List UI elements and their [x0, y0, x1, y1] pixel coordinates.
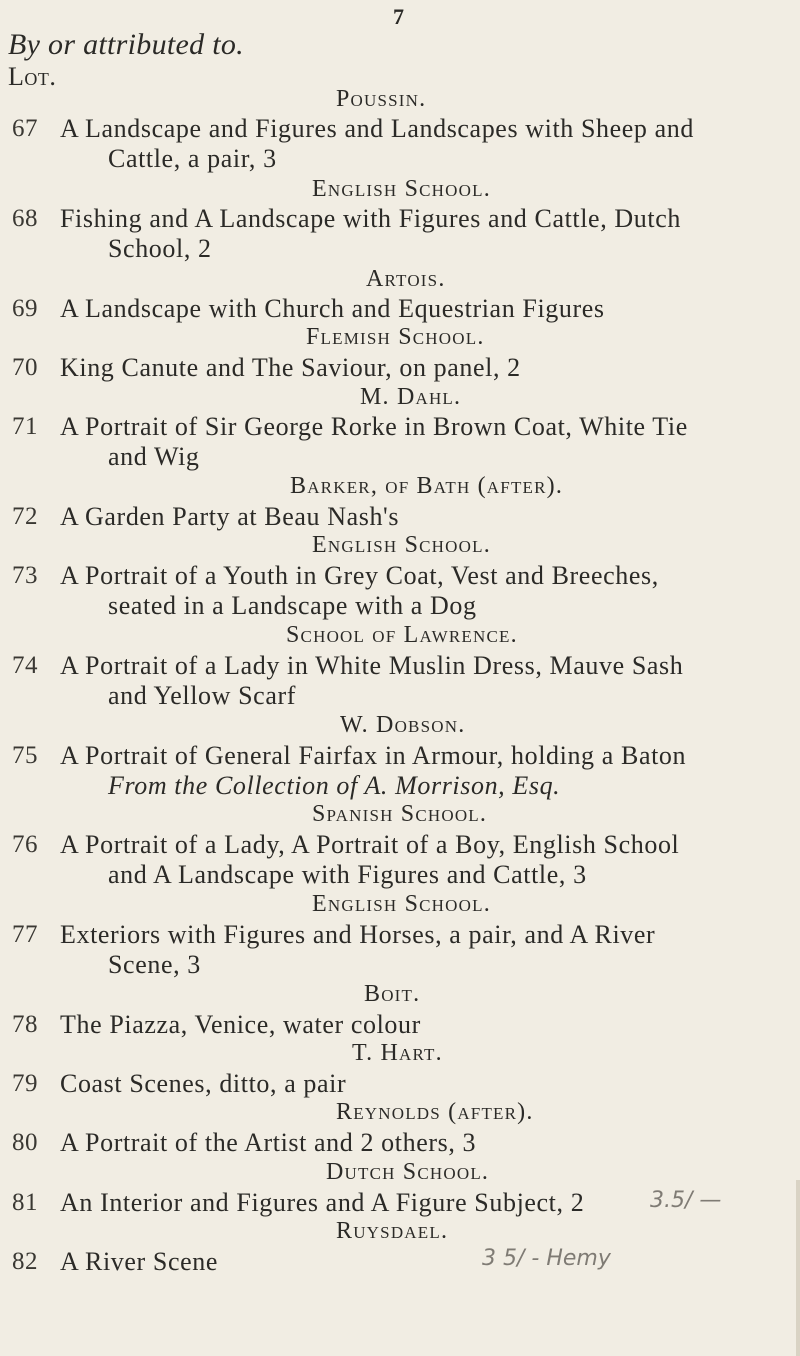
artist-heading: Artois.	[366, 266, 446, 292]
lot-number: 76	[12, 831, 38, 858]
artist-heading: English School.	[312, 891, 491, 917]
lot-description-continued: School, 2	[108, 234, 212, 263]
lot-description: A Landscape and Figures and Landscapes with Sheep and	[60, 114, 694, 143]
lot-number: 80	[12, 1129, 38, 1156]
lot-description: A Portrait of a Youth in Grey Coat, Vest and Breeches,	[60, 561, 659, 590]
artist-heading: Boit.	[364, 981, 421, 1007]
lot-description: An Interior and Figures and A Figure Subject, 2	[60, 1188, 585, 1217]
artist-heading: M. Dahl.	[360, 384, 462, 410]
page-number: 7	[393, 4, 404, 29]
lot-description: Exteriors with Figures and Horses, a pair, and A River	[60, 920, 656, 949]
lot-number: 67	[12, 115, 38, 142]
lot-description: A Portrait of a Lady, A Portrait of a Boy, English School	[60, 830, 680, 859]
lot-description: A Landscape with Church and Equestrian Figures	[60, 294, 605, 323]
lot-number: 79	[12, 1070, 38, 1097]
artist-heading: English School.	[312, 532, 491, 558]
artist-heading: School of Lawrence.	[286, 622, 518, 648]
lot-description: Coast Scenes, ditto, a pair	[60, 1069, 347, 1098]
lot-number: 81	[12, 1189, 38, 1216]
lot-number: 71	[12, 413, 38, 440]
artist-heading: Dutch School.	[326, 1159, 490, 1185]
artist-heading: T. Hart.	[352, 1040, 443, 1066]
lot-number: 75	[12, 742, 38, 769]
lot-column-label: Lot.	[8, 62, 57, 91]
lot-number: 73	[12, 562, 38, 589]
lot-description-continued: seated in a Landscape with a Dog	[108, 591, 477, 620]
artist-heading: Reynolds (after).	[336, 1099, 534, 1125]
artist-heading: English School.	[312, 176, 491, 202]
lot-number: 70	[12, 354, 38, 381]
lot-description: A Garden Party at Beau Nash's	[60, 502, 400, 531]
lot-description: A Portrait of the Artist and 2 others, 3	[60, 1128, 477, 1157]
lot-description-continued: Cattle, a pair, 3	[108, 144, 277, 173]
artist-heading: Poussin.	[336, 86, 427, 112]
page-edge-shadow	[796, 1180, 800, 1356]
artist-heading: W. Dobson.	[340, 712, 466, 738]
artist-heading: Spanish School.	[312, 801, 488, 827]
page-heading: By or attributed to.	[8, 28, 244, 61]
lot-number: 68	[12, 205, 38, 232]
lot-description: Fishing and A Landscape with Figures and Cattle, Dutch	[60, 204, 681, 233]
lot-description: The Piazza, Venice, water colour	[60, 1010, 421, 1039]
lot-number: 74	[12, 652, 38, 679]
lot-number: 82	[12, 1248, 38, 1275]
lot-description-continued: and Yellow Scarf	[108, 681, 296, 710]
artist-heading: Flemish School.	[306, 324, 485, 350]
artist-heading: Ruysdael.	[336, 1218, 449, 1244]
lot-number: 78	[12, 1011, 38, 1038]
lot-provenance: From the Collection of A. Morrison, Esq.	[108, 771, 561, 800]
lot-description-continued: Scene, 3	[108, 950, 201, 979]
lot-description-continued: and Wig	[108, 442, 200, 471]
lot-description: A River Scene	[60, 1247, 218, 1276]
lot-number: 77	[12, 921, 38, 948]
lot-number: 69	[12, 295, 38, 322]
artist-heading: Barker, of Bath (after).	[290, 473, 564, 499]
lot-description: A Portrait of General Fairfax in Armour, holding a Baton	[60, 741, 687, 770]
lot-description: A Portrait of a Lady in White Muslin Dress, Mauve Sash	[60, 651, 684, 680]
lot-description: King Canute and The Saviour, on panel, 2	[60, 353, 521, 382]
lot-description-continued: and A Landscape with Figures and Cattle, 3	[108, 860, 587, 889]
lot-description: A Portrait of Sir George Rorke in Brown Coat, White Tie	[60, 412, 688, 441]
lot-number: 72	[12, 503, 38, 530]
handwritten-price-note: 3.5/ —	[650, 1188, 722, 1213]
handwritten-buyer-note: 3 5/ - Hemy	[482, 1246, 611, 1271]
